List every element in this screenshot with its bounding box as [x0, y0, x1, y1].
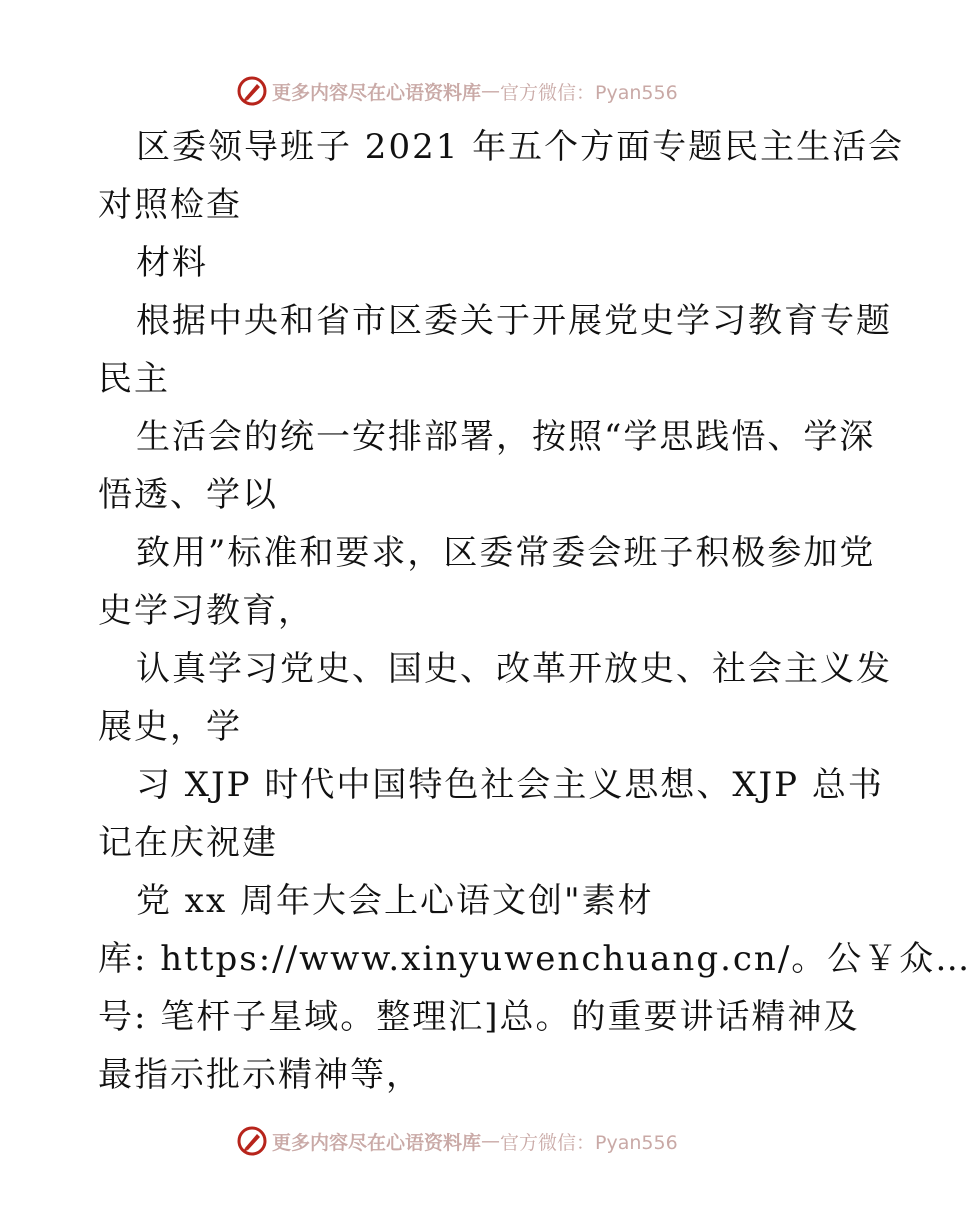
doc-title-line-3: 材料 — [136, 243, 208, 283]
footer-watermark — [236, 1124, 678, 1158]
document-body — [98, 118, 971, 1104]
watermark-separator: — — [481, 80, 501, 102]
watermark-brand-text: 更多内容尽在心语资料库 — [272, 1131, 482, 1154]
doc-paragraph-line: 党 xx 周年大会上心语文创"素材 — [136, 881, 654, 921]
doc-paragraph-line: 悟透、学以 — [98, 475, 278, 515]
doc-paragraph-line: 最指示批示精神等， — [98, 1055, 422, 1095]
watermark-contact: 官方微信：Pyan556 — [500, 81, 678, 104]
pen-logo-icon — [236, 1125, 268, 1157]
watermark-separator: — — [481, 1130, 501, 1152]
doc-paragraph-line: 展史，学 — [98, 707, 242, 747]
doc-paragraph-line: 史学习教育， — [98, 591, 314, 631]
doc-paragraph-line: 库: https://www.xinyuwenchuang.cn/。公￥众… — [98, 939, 971, 979]
doc-paragraph-line: 习 XJP 时代中国特色社会主义思想、XJP 总书 — [136, 765, 884, 805]
header-watermark — [236, 74, 678, 108]
watermark-contact: 官方微信：Pyan556 — [500, 1131, 678, 1154]
doc-title-line-1: 区委领导班子 2021 年五个方面专题民主生活会 — [136, 127, 905, 167]
doc-title-line-2: 对照检查 — [98, 185, 242, 225]
doc-paragraph-line: 号: 笔杆子星域。整理汇]总。的重要讲话精神及 — [98, 997, 860, 1037]
doc-paragraph-line: 认真学习党史、国史、改革开放史、社会主义发 — [136, 649, 892, 689]
doc-paragraph-line: 致用”标准和要求，区委常委会班子积极参加党 — [136, 533, 876, 573]
pen-logo-icon — [236, 75, 268, 107]
doc-paragraph-line: 民主 — [98, 359, 170, 399]
doc-paragraph-line: 生活会的统一安排部署，按照“学思践悟、学深 — [136, 417, 876, 457]
doc-paragraph-line: 根据中央和省市区委关于开展党史学习教育专题 — [136, 301, 892, 341]
doc-paragraph-line: 记在庆祝建 — [98, 823, 278, 863]
watermark-brand-text: 更多内容尽在心语资料库 — [272, 81, 482, 104]
